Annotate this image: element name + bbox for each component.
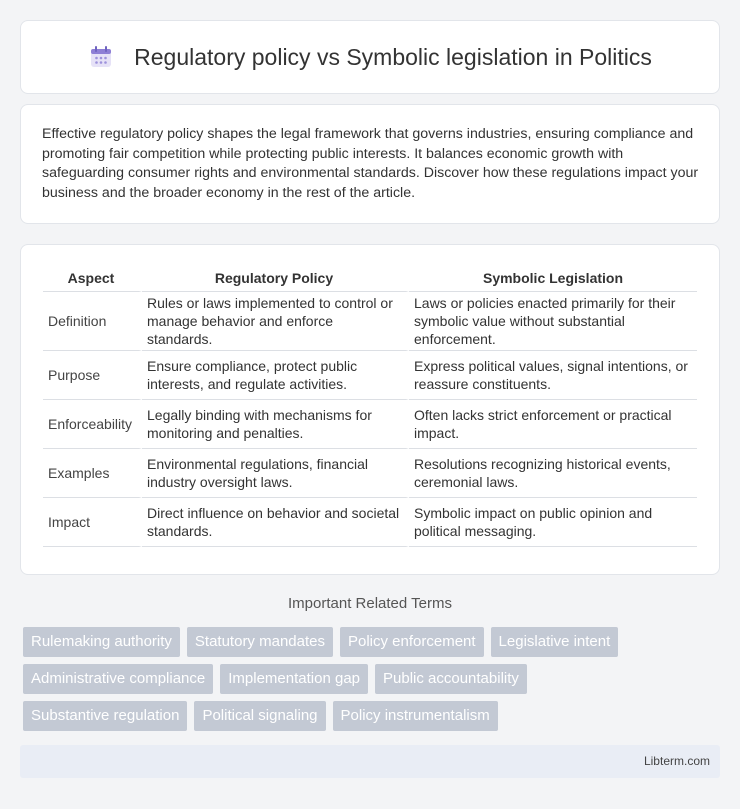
tag-substantive-regulation[interactable]: Substantive regulation: [23, 701, 187, 731]
tag-statutory-mandates[interactable]: Statutory mandates: [187, 627, 333, 657]
symbolic-cell: Laws or policies enacted primarily for their symbolic value without substantial enforcement.: [409, 292, 697, 351]
tag-rulemaking-authority[interactable]: Rulemaking authority: [23, 627, 180, 657]
table-row: [43, 400, 697, 449]
comparison-table: [43, 265, 697, 547]
aspect-cell: Impact: [43, 498, 142, 547]
symbolic-cell: Resolutions recognizing historical events, ceremonial laws.: [409, 449, 697, 498]
aspect-cell: Definition: [43, 292, 142, 351]
intro-text: Effective regulatory policy shapes the legal framework that governs industries, ensuring compliance and promoting fair competition while protecting public interests. It balances economic growth with safeguarding consumer rights and environmental standards. Discover how these regulations impact your business and the broader economy in the rest of the article.: [42, 126, 699, 201]
page-title: Regulatory policy vs Symbolic legislation in Politics: [134, 43, 652, 70]
table-row: [43, 449, 697, 498]
intro-card: [20, 104, 720, 224]
table-header-row: [43, 265, 697, 292]
tag-policy-enforcement[interactable]: Policy enforcement: [340, 627, 484, 657]
related-terms-title: Important Related Terms: [288, 595, 452, 612]
symbolic-cell: Symbolic impact on public opinion and political messaging.: [409, 498, 697, 547]
symbolic-cell: Often lacks strict enforcement or practical impact.: [409, 400, 697, 449]
regulatory-cell: Legally binding with mechanisms for monitoring and penalties.: [142, 400, 409, 449]
tag-policy-instrumentalism[interactable]: Policy instrumentalism: [333, 701, 498, 731]
column-header-regulatory: Regulatory Policy: [142, 265, 409, 292]
related-terms: [23, 627, 723, 738]
column-header-aspect: Aspect: [43, 265, 142, 292]
tag-implementation-gap[interactable]: Implementation gap: [220, 664, 368, 694]
footer: [20, 745, 720, 778]
regulatory-cell: Rules or laws implemented to control or manage behavior and enforce standards.: [142, 292, 409, 351]
tag-political-signaling[interactable]: Political signaling: [194, 701, 325, 731]
comparison-card: [20, 244, 720, 575]
title-card: [20, 20, 720, 94]
table-row: [43, 292, 697, 351]
regulatory-cell: Ensure compliance, protect public interests, and regulate activities.: [142, 351, 409, 400]
table-row: [43, 351, 697, 400]
footer-site-link[interactable]: Libterm.com: [643, 754, 710, 768]
tag-row: [23, 664, 723, 694]
column-header-symbolic: Symbolic Legislation: [409, 265, 697, 292]
tag-row: [23, 627, 723, 657]
symbolic-cell: Express political values, signal intentions, or reassure constituents.: [409, 351, 697, 400]
aspect-cell: Examples: [43, 449, 142, 498]
tag-legislative-intent[interactable]: Legislative intent: [491, 627, 619, 657]
calendar-icon: [88, 44, 114, 70]
aspect-cell: Purpose: [43, 351, 142, 400]
tag-row: [23, 701, 723, 731]
regulatory-cell: Direct influence on behavior and societal standards.: [142, 498, 409, 547]
aspect-cell: Enforceability: [43, 400, 142, 449]
tag-administrative-compliance[interactable]: Administrative compliance: [23, 664, 213, 694]
table-row: [43, 498, 697, 547]
regulatory-cell: Environmental regulations, financial industry oversight laws.: [142, 449, 409, 498]
tag-public-accountability[interactable]: Public accountability: [375, 664, 527, 694]
